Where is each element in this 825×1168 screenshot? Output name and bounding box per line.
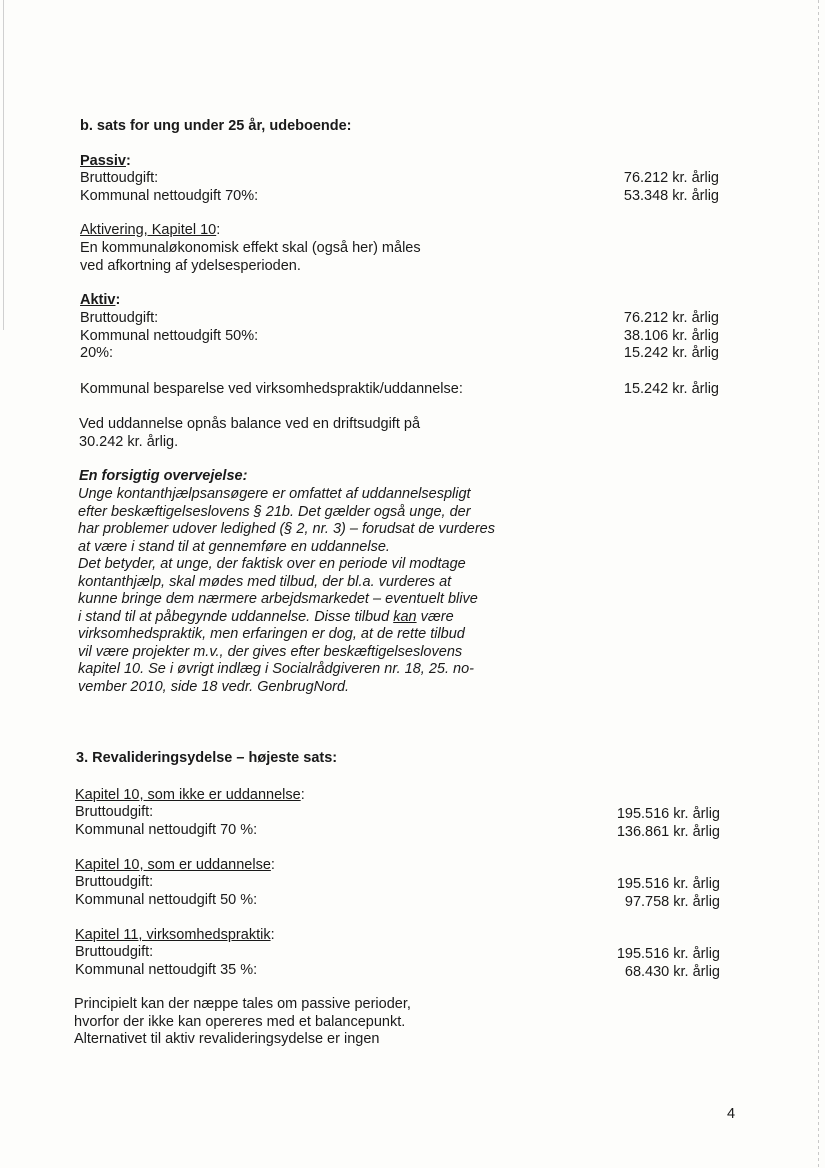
- passiv-value-netto: 53.348 kr. årlig: [623, 187, 719, 204]
- group-2-labels: [75, 874, 257, 909]
- passiv-colon: :: [125, 153, 131, 169]
- aktiv-value-brutto: 76.212 kr. årlig: [623, 310, 719, 326]
- balance-line-1: Ved uddannelse opnås balance ved en driftsudgift på: [79, 416, 421, 432]
- group-1-title: Kapitel 10, som ikke er uddannelse: [75, 787, 301, 803]
- group-3-values: [617, 946, 720, 981]
- aktivering-title: Aktivering, Kapitel 10: [80, 222, 217, 238]
- group-1-value-brutto: 195.516 kr. årlig: [616, 806, 720, 822]
- besparelse-label: Kommunal besparelse ved virksomhedspraktik/uddannelse:: [80, 381, 463, 397]
- kapitel10-uddannelse-heading: [75, 857, 275, 875]
- aktiv-value-netto: 38.106 kr. årlig: [623, 327, 719, 344]
- group-1-label-brutto: Bruttoudgift:: [75, 804, 154, 820]
- besparelse-value: 15.242 kr. årlig: [623, 381, 719, 397]
- passiv-labels: [80, 170, 258, 205]
- aktiv-label-netto: Kommunal nettoudgift 50%:: [80, 327, 259, 344]
- group-3-label-brutto: Bruttoudgift:: [75, 944, 154, 960]
- group-1-labels: [75, 804, 257, 839]
- overvejelse-line8-before: i stand til at påbegynde uddannelse. Disse tilbud: [78, 608, 394, 625]
- aktivering-line-1: En kommunaløkonomisk effekt skal (også her) måles: [80, 240, 421, 256]
- group-3-label-netto: Kommunal nettoudgift 35 %:: [75, 961, 258, 978]
- aktiv-title: Aktiv: [80, 292, 116, 308]
- overvejelse-line: virksomhedspraktik, men erfaringen er dog, at de rette tilbud: [78, 626, 465, 642]
- aktiv-values: [624, 310, 719, 363]
- aktiv-value-20pct: 15.242 kr. årlig: [623, 345, 719, 361]
- passiv-heading: [80, 153, 131, 171]
- overvejelse-line: efter beskæftigelseslovens § 21b. Det gælder også unge, der: [78, 503, 471, 520]
- overvejelse-line-kan: [78, 609, 495, 627]
- group-1-label-netto: Kommunal nettoudgift 70 %:: [75, 821, 258, 838]
- closing-line-1: Principielt kan der næppe tales om passive perioder,: [74, 996, 411, 1012]
- aktiv-colon: :: [115, 292, 121, 308]
- group-3-colon: :: [270, 927, 275, 943]
- aktiv-labels: [80, 310, 258, 363]
- overvejelse-text: [78, 486, 495, 696]
- section-3-heading: 3. Revalideringsydelse – højeste sats:: [76, 750, 338, 766]
- group-2-label-netto: Kommunal nettoudgift 50 %:: [75, 891, 258, 908]
- overvejelse-title: En forsigtig overvejelse:: [79, 468, 248, 484]
- group-1-values: [617, 806, 720, 841]
- aktiv-label-brutto: Bruttoudgift:: [80, 310, 159, 326]
- group-2-colon: :: [270, 857, 275, 873]
- group-1-value-netto: 136.861 kr. årlig: [616, 823, 720, 840]
- balance-line-2: 30.242 kr. årlig.: [79, 433, 179, 450]
- overvejelse-line: vember 2010, side 18 vedr. GenbrugNord.: [78, 678, 350, 695]
- passiv-values: [624, 170, 719, 205]
- closing-text: [74, 996, 411, 1049]
- group-3-title: Kapitel 11, virksomhedspraktik: [75, 927, 271, 943]
- overvejelse-line: Det betyder, at unge, der faktisk over en periode vil modtage: [78, 556, 466, 572]
- kapitel10-ikke-uddannelse-heading: [75, 787, 305, 805]
- section-b-heading: b. sats for ung under 25 år, udeboende:: [80, 118, 352, 134]
- aktivering-heading: [80, 222, 220, 240]
- overvejelse-line: har problemer udover ledighed (§ 2, nr. 3) – forudsat de vurderes: [78, 521, 495, 537]
- overvejelse-line: vil være projekter m.v., der gives efter beskæftigelseslovens: [78, 643, 463, 660]
- aktivering-line-2: ved afkortning af ydelsesperioden.: [80, 257, 301, 274]
- scan-edge-right: [818, 0, 819, 1168]
- aktivering-text: [80, 240, 421, 275]
- overvejelse-line8-after: være: [416, 608, 454, 625]
- overvejelse-line: kapitel 10. Se i øvrigt indlæg i Socialrådgiveren nr. 18, 25. no-: [78, 661, 475, 677]
- group-3-value-brutto: 195.516 kr. årlig: [616, 946, 720, 962]
- overvejelse-line8-kan: kan: [393, 608, 417, 625]
- overvejelse-line: Unge kontanthjælpsansøgere er omfattet af uddannelsespligt: [78, 486, 471, 502]
- overvejelse-line: kunne bringe dem nærmere arbejdsmarkedet – eventuelt blive: [78, 591, 478, 607]
- group-2-values: [617, 876, 720, 911]
- group-2-label-brutto: Bruttoudgift:: [75, 874, 154, 890]
- group-1-colon: :: [300, 787, 305, 803]
- passiv-value-brutto: 76.212 kr. årlig: [623, 170, 719, 186]
- group-2-value-netto: 97.758 kr. årlig: [624, 893, 720, 910]
- passiv-title: Passiv: [80, 153, 126, 169]
- kapitel11-virksomhedspraktik-heading: [75, 927, 275, 945]
- group-2-title: Kapitel 10, som er uddannelse: [75, 857, 271, 873]
- passiv-label-netto: Kommunal nettoudgift 70%:: [80, 187, 259, 204]
- balance-text: [79, 416, 420, 451]
- aktiv-heading: [80, 292, 120, 310]
- closing-line-2: hvorfor der ikke kan opereres med et balancepunkt.: [74, 1013, 406, 1030]
- scan-edge-left: [3, 0, 4, 330]
- overvejelse-line: at være i stand til at gennemføre en uddannelse.: [78, 538, 390, 555]
- overvejelse-line: kontanthjælp, skal mødes med tilbud, der bl.a. vurderes at: [78, 573, 452, 590]
- aktiv-label-20pct: 20%:: [80, 345, 114, 361]
- passiv-label-brutto: Bruttoudgift:: [80, 170, 159, 186]
- group-3-labels: [75, 944, 257, 979]
- page-number: 4: [727, 1106, 736, 1122]
- group-3-value-netto: 68.430 kr. årlig: [624, 963, 720, 980]
- group-2-value-brutto: 195.516 kr. årlig: [616, 876, 720, 892]
- aktivering-colon: :: [216, 222, 221, 238]
- closing-line-3: Alternativet til aktiv revalideringsydelse er ingen: [74, 1031, 380, 1047]
